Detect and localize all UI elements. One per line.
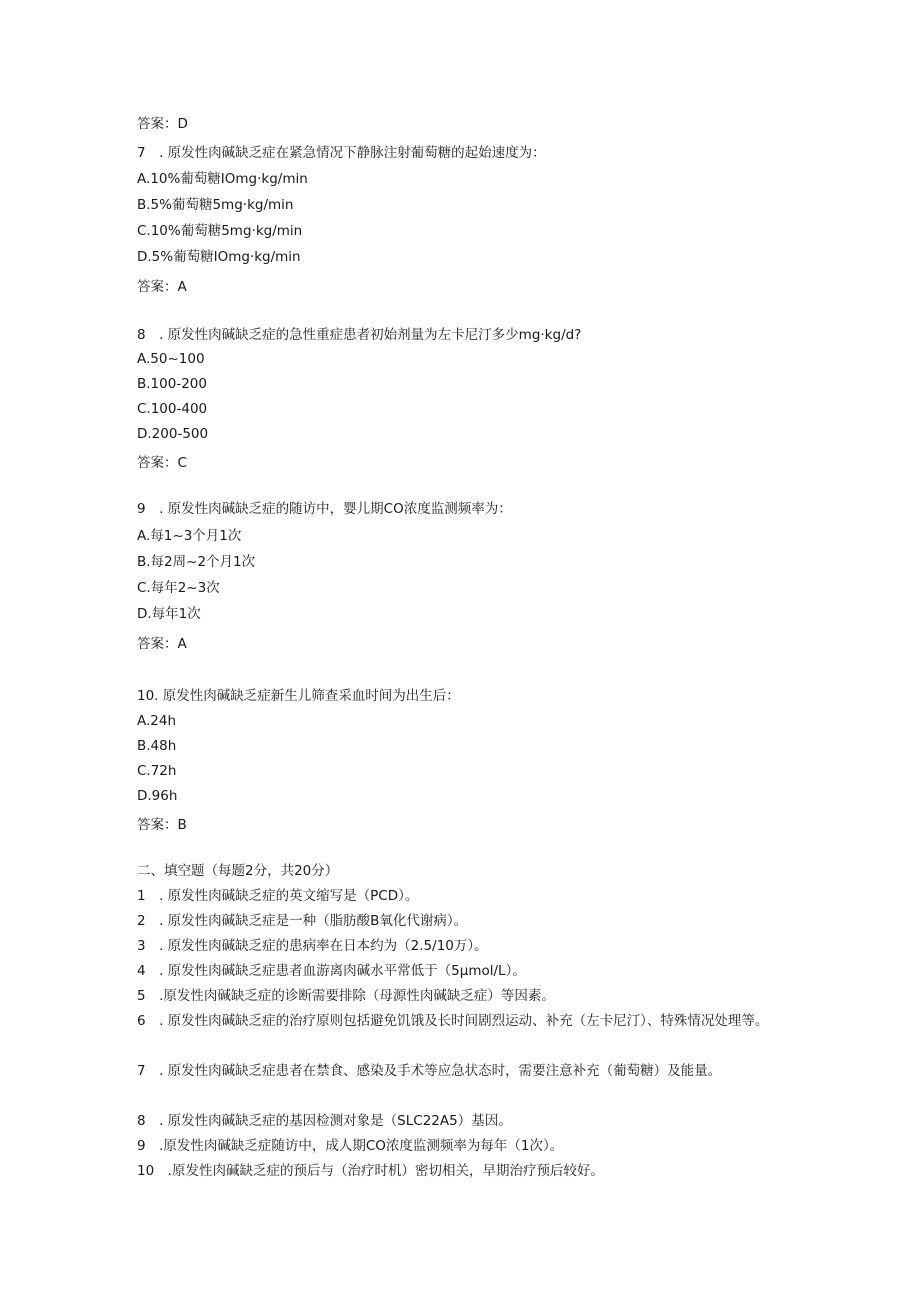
question-7: 7 . 原发性肉碱缺乏症在紧急情况下静脉注射葡萄糖的起始速度为： xyxy=(137,145,546,161)
fill-item-8: 8 . 原发性肉碱缺乏症的基因检测对象是（SLC22A5）基因。 xyxy=(137,1113,512,1129)
option-10c: C.72h xyxy=(137,763,177,779)
question-10: 10. 原发性肉碱缺乏症新生儿筛查采血时间为出生后： xyxy=(137,688,460,704)
option-7c: C.10%葡萄糖5mg·kg/min xyxy=(137,223,303,239)
option-8a: A.50~100 xyxy=(137,351,205,367)
answer-q8: 答案：C xyxy=(137,455,187,471)
option-7b: B.5%葡萄糖5mg·kg/min xyxy=(137,197,294,213)
answer-q10: 答案：B xyxy=(137,817,187,833)
section-heading: 二、填空题（每题2分，共20分） xyxy=(137,863,339,879)
option-9a: A.每1~3个月1次 xyxy=(137,528,242,544)
question-9: 9 . 原发性肉碱缺乏症的随访中，婴儿期CO浓度监测频率为： xyxy=(137,501,512,517)
option-10a: A.24h xyxy=(137,713,177,729)
option-7a: A.10%葡萄糖IOmg·kg/min xyxy=(137,171,308,187)
option-10b: B.48h xyxy=(137,738,177,754)
fill-item-6: 6 . 原发性肉碱缺乏症的治疗原则包括避免饥饿及长时间剧烈运动、补充（左卡尼汀）、特殊情况处理等。 xyxy=(137,1013,769,1029)
option-8b: B.100-200 xyxy=(137,376,207,392)
fill-item-5: 5 .原发性肉碱缺乏症的诊断需要排除（母源性肉碱缺乏症）等因素。 xyxy=(137,988,555,1004)
option-10d: D.96h xyxy=(137,788,178,804)
option-8d: D.200-500 xyxy=(137,426,209,442)
fill-item-9: 9 .原发性肉碱缺乏症随访中，成人期CO浓度监测频率为每年（1次）。 xyxy=(137,1138,564,1154)
fill-item-1: 1 . 原发性肉碱缺乏症的英文缩写是（PCD）。 xyxy=(137,888,419,904)
answer-q7: 答案：A xyxy=(137,279,187,295)
answer-q6: 答案：D xyxy=(137,116,188,132)
option-8c: C.100-400 xyxy=(137,401,208,417)
option-7d: D.5%葡萄糖IOmg·kg/min xyxy=(137,249,301,265)
fill-item-7: 7 . 原发性肉碱缺乏症患者在禁食、感染及手术等应急状态时，需要注意补充（葡萄糖）及能量。 xyxy=(137,1063,722,1079)
option-9d: D.每年1次 xyxy=(137,606,201,622)
fill-item-4: 4 . 原发性肉碱缺乏症患者血游离肉碱水平常低于（5μmol/L）。 xyxy=(137,963,526,979)
fill-item-3: 3 . 原发性肉碱缺乏症的患病率在日本约为（2.5/10万）。 xyxy=(137,938,488,954)
fill-item-2: 2 . 原发性肉碱缺乏症是一种（脂肪酸B氧化代谢病）。 xyxy=(137,913,468,929)
option-9b: B.每2周~2个月1次 xyxy=(137,554,256,570)
fill-item-10: 10 .原发性肉碱缺乏症的预后与（治疗时机）密切相关，早期治疗预后较好。 xyxy=(137,1163,604,1179)
question-8: 8 . 原发性肉碱缺乏症的急性重症患者初始剂量为左卡尼汀多少mg·kg/d? xyxy=(137,327,582,343)
option-9c: C.每年2~3次 xyxy=(137,580,220,596)
answer-q9: 答案：A xyxy=(137,636,187,652)
